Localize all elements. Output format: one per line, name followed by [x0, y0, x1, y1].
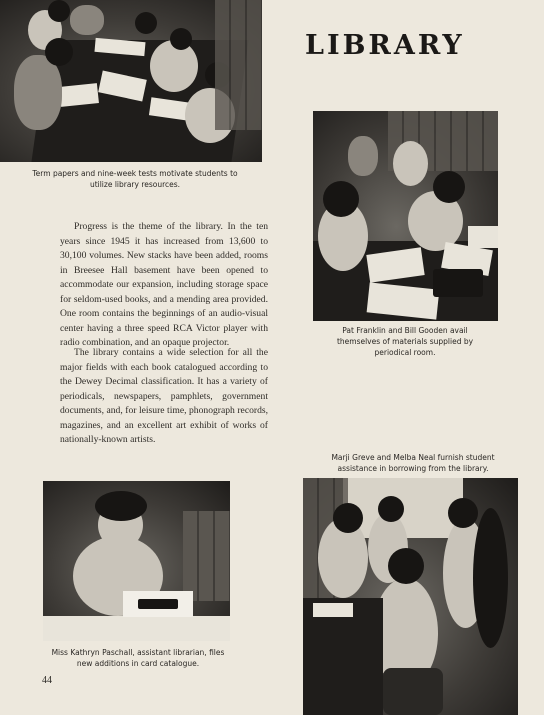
page-title: LIBRARY: [305, 30, 465, 61]
caption-student-assistance: Marji Greve and Melba Neal furnish student assistance in borrowing from the library.: [331, 453, 495, 473]
page-number: 44: [42, 675, 52, 686]
body-paragraph-1: Progress is the theme of the library. In the ten years since 1945 it has increased from 13,600 to 30,100 volumes. New stacks have been added, rooms in Breesee Hall basement have been opened to accommodate our expansion, including storage space for seldom-used books, and a mending area provided. One room contains the beginnings of an audio-visual center having a three speed RCA Victor player with radio combination, and an opaque projector.: [60, 221, 268, 348]
body-paragraph-2: The library contains a wide selection for all the major fields with each book catalogued according to the Dewey Decimal classification. It has a variety of periodicals, newspapers, pamphlets, government documents, and, for leisure time, phonograph records, magazines, and an excellent art exhibit of works of nationally-known artists.: [60, 347, 268, 445]
photo-students-studying: [0, 0, 262, 162]
caption-periodical-room: Pat Franklin and Bill Gooden avail themselves of materials supplied by periodical room.: [336, 326, 474, 357]
photo-circulation-desk: [303, 478, 518, 715]
photo-assistant-librarian: [43, 481, 230, 641]
photo-periodical-room: [313, 111, 498, 321]
caption-assistant-librarian: Miss Kathryn Paschall, assistant librarian, files new additions in card catalogue.: [51, 648, 225, 668]
caption-students-studying: Term papers and nine-week tests motivate students to utilize library resources.: [32, 169, 238, 189]
